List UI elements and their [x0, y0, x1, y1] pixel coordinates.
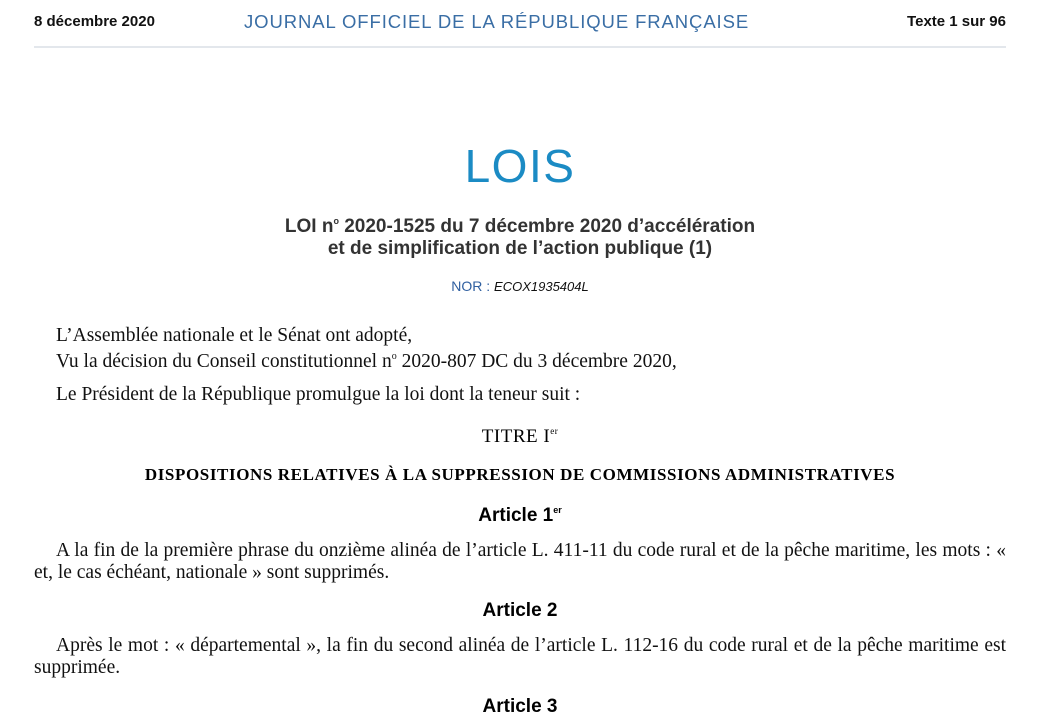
preamble-number-sign: o — [391, 351, 397, 362]
preamble-line-2-prefix: Vu la décision du Conseil constitutionnel n — [56, 351, 392, 372]
article-1-heading-sup: er — [553, 505, 562, 515]
law-title-line-2: et de simplification de l’action publique (1) — [327, 238, 713, 259]
law-title-prefix: LOI n — [284, 216, 334, 237]
preamble-line-3: Le Président de la République promulgue la loi dont la teneur suit : — [56, 384, 581, 405]
article-3-heading: Article 3 — [482, 696, 558, 717]
article-2-body: Après le mot : « départemental », la fin du second alinéa de l’article L. 112-16 du code rural et de la pêche maritime est supprimée. — [34, 635, 1006, 678]
section-category: LOIS — [464, 140, 576, 192]
titre-subheading: DISPOSITIONS RELATIVES À LA SUPPRESSION DE COMMISSIONS ADMINISTRATIVES — [144, 465, 896, 484]
law-title-rest: 2020-1525 du 7 décembre 2020 d’accélération — [338, 216, 756, 237]
law-title-number-sign: o — [333, 216, 339, 226]
nor-label: NOR : — [451, 278, 495, 294]
article-2-heading: Article 2 — [482, 600, 558, 621]
titre-label: TITRE I — [481, 426, 551, 447]
nor-value: ECOX1935404L — [494, 279, 589, 294]
preamble-line-2 — [56, 351, 677, 373]
article-1-heading — [0, 505, 1040, 527]
preamble-line-2-rest: 2020-807 DC du 3 décembre 2020, — [396, 351, 677, 372]
page-indicator: Texte 1 sur 96 — [907, 13, 1006, 30]
journal-title: JOURNAL OFFICIEL DE LA RÉPUBLIQUE FRANÇAISE — [244, 11, 750, 32]
header-divider — [34, 46, 1006, 48]
publication-date: 8 décembre 2020 — [34, 13, 155, 30]
nor-reference — [0, 278, 1040, 294]
law-title-line-1 — [0, 216, 1040, 238]
article-1-body: A la fin de la première phrase du onzième alinéa de l’article L. 411-11 du code rural et de la pêche maritime, les mots : « et, le cas échéant, nationale » sont supprimés. — [34, 540, 1006, 583]
titre-heading — [0, 426, 1040, 448]
law-title — [0, 216, 1040, 260]
preamble-line-1: L’Assemblée nationale et le Sénat ont adopté, — [56, 325, 413, 346]
page-header — [34, 10, 1006, 36]
article-1-heading-text: Article 1 — [478, 505, 554, 526]
titre-label-sup: er — [550, 426, 559, 436]
